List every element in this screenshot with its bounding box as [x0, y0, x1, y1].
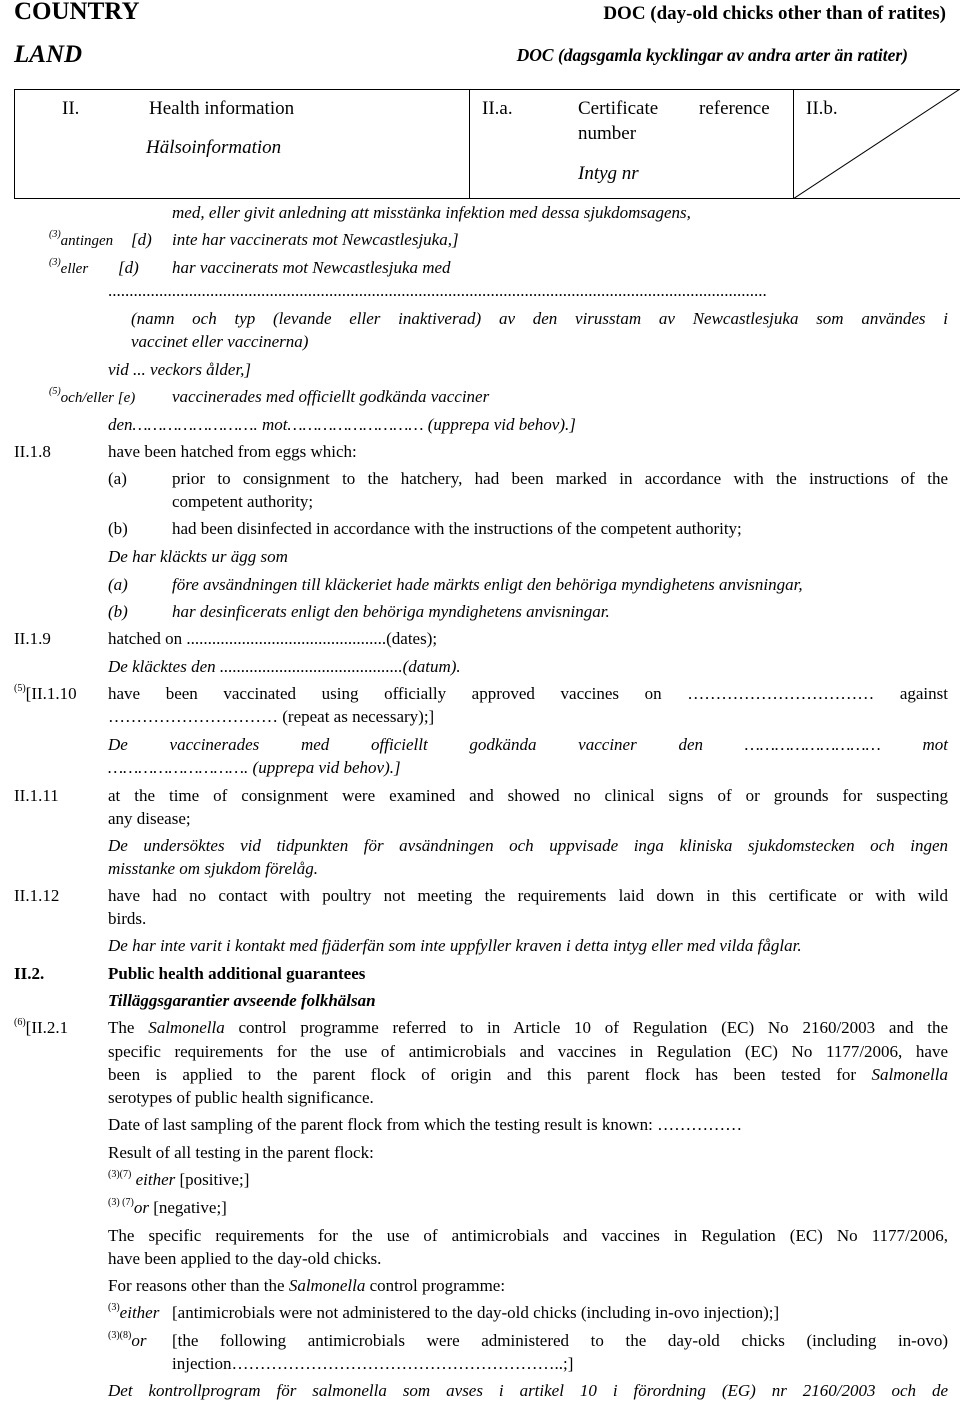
box-divider-1 [469, 89, 470, 199]
cert-section-number: II.a. [482, 98, 513, 119]
sv-och-eller-text: vaccinerades med officiellt godkända vacciner [172, 387, 490, 406]
doc-title-en: DOC (day-old chicks other than of ratites) [603, 3, 946, 24]
iib-label: II.b. [806, 98, 838, 119]
s118-sv: De har kläckts ur ägg som [108, 547, 288, 566]
s118-a-line-2: competent authority; [172, 492, 314, 511]
s1111-sv-2: misstanke om sjukdom förelåg. [108, 859, 318, 878]
s1110-line-2: ………………………… (repeat as necessary);] [108, 707, 435, 726]
s1111-line-1: at the time of consignment were examined and showed no clinical signs of or grounds for suspecting [108, 786, 948, 805]
sv-den-line: den……………………. mot……………………… (upprepa vid behov).] [108, 415, 576, 434]
country-label: COUNTRY [14, 0, 140, 25]
sv-eller-ref: [d) [118, 258, 139, 277]
s1111-sv-1: De undersöktes vid tidpunkten för avsändningen och uppvisade inga kliniska sjukdomstecken och ingen [108, 836, 948, 855]
section-number: II. [62, 98, 80, 119]
s118-sv-b-label: (b) [108, 602, 128, 621]
s119-sv: De kläcktes den ...........................................(datum). [108, 657, 461, 676]
s21-or2-label: $^{(3)(8)}$or [108, 1330, 147, 1350]
land-label: LAND [14, 41, 83, 68]
sv-antingen-text: inte har vaccinerats mot Newcastlesjuka,] [172, 230, 459, 249]
sv-antingen-ref: [d) [131, 230, 152, 249]
s1112-sv: De har inte varit i kontakt med fjäderfän som inte uppfyller kraven i detta intyg eller med vilda fåglar. [108, 936, 802, 955]
intyg-nr-label: Intyg nr [578, 163, 639, 184]
s21-last-sv-line: Det kontrollprogram för salmonella som avses i artikel 10 i förordning (EG) nr 2160/2003 och de [108, 1381, 948, 1400]
sv-namn-line-2: vaccinet eller vaccinerna) [131, 332, 309, 351]
s118-a-line-1: prior to consignment to the hatchery, had been marked in accordance with the instructions of the [172, 469, 948, 488]
s21-reasons-line: For reasons other than the Salmonella control programme: [108, 1276, 506, 1295]
s118-sv-a-text: före avsändningen till kläckeriet hade märkts enligt den behöriga myndighetens anvisningar, [172, 575, 803, 594]
s118-sv-a-label: (a) [108, 575, 128, 594]
sv-eller-row: $^{(3)}$eller [49, 257, 89, 277]
s21-spec-line-1: The specific requirements for the use of antimicrobials and vaccines in Regulation (EC) No 1177/2006, [108, 1226, 948, 1245]
cert-ref-word3: number [578, 123, 637, 144]
s119-number: II.1.9 [14, 629, 51, 648]
box-left-line [14, 89, 15, 199]
s21-or2-line-2: injection…………………………………………………..;] [172, 1354, 574, 1373]
s118-a-label: (a) [108, 469, 127, 488]
health-info-title-sv: Hälsoinformation [146, 137, 282, 158]
sv-eller-text: har vaccinerats mot Newcastlesjuka med [172, 258, 451, 277]
sv-namn-line-1: (namn och typ (levande eller inaktiverad) av den virusstam av Newcastlesjuka som användes i [131, 309, 948, 328]
s2-title-sv: Tilläggsgarantier avseende folkhälsan [108, 991, 376, 1010]
sv-dotted-line: ........................................................................................................................................................... [108, 285, 767, 297]
s2-number: II.2. [14, 964, 45, 983]
s118-text: have been hatched from eggs which: [108, 442, 357, 461]
sv-och-eller-row: $^{(5)}$och/eller [e) [49, 386, 136, 406]
s1112-line-1: have had no contact with poultry not meeting the requirements laid down in this certificate or with wild [108, 886, 948, 905]
s21-result-line: Result of all testing in the parent flock: [108, 1143, 374, 1162]
s21-spec-line-2: have been applied to the day-old chicks. [108, 1249, 382, 1268]
s1110-line-1: have been vaccinated using officially approved vaccines on …………………………… against [108, 684, 948, 703]
cert-ref-word1: Certificate [578, 98, 659, 119]
s118-sv-b-text: har desinficerats enligt den behöriga myndighetens anvisningar. [172, 602, 610, 621]
s119-text: hatched on ...............................................(dates); [108, 629, 438, 648]
s21-p1-line-2: specific requirements for the use of antimicrobials and vaccines in Regulation (EC) No 1177/2006, have [108, 1042, 948, 1061]
s21-either2-text: [antimicrobials were not administered to the day-old chicks (including in-ovo injection);] [172, 1303, 780, 1322]
s2-title: Public health additional guarantees [108, 964, 366, 983]
s21-either2-label: $^{(3)}$either [108, 1302, 160, 1322]
s21-p1-line-4: serotypes of public health significance. [108, 1088, 374, 1107]
s1111-line-2: any disease; [108, 809, 191, 828]
s21-date-line: Date of last sampling of the parent flock from which the testing result is known: …………… [108, 1115, 743, 1134]
s21-number: $^{(6)}$[II.2.1 [14, 1017, 69, 1037]
s1110-sv-1: De vaccinerades med officiellt godkända vacciner den ……………………… mot [108, 735, 948, 754]
s1112-number: II.1.12 [14, 886, 60, 905]
sv-vid-line: vid ... veckors ålder,] [108, 360, 252, 379]
s21-either-row: $^{(3)(7)}$ either [positive;] [108, 1169, 250, 1189]
s118-number: II.1.8 [14, 442, 51, 461]
s118-b-label: (b) [108, 519, 128, 538]
s21-or2-line-1: [the following antimicrobials were administered to the day-old chicks (including in-ovo) [172, 1331, 948, 1350]
s1112-line-2: birds. [108, 909, 147, 928]
s1110-sv-2: ………………………. (upprepa vid behov).] [108, 758, 401, 777]
s21-p1-line-3: been is applied to the parent flock of origin and this parent flock has been tested for Salmonella [108, 1065, 949, 1084]
doc-title-sv: DOC (dagsgamla kycklingar av andra arter än ratiter) [516, 45, 908, 65]
s118-b-text: had been disinfected in accordance with the instructions of the competent authority; [172, 519, 742, 538]
health-info-title: Health information [149, 98, 295, 119]
s1110-number: $^{(5)}$[II.1.10 [14, 683, 77, 703]
s21-p1-line-1: The Salmonella control programme referred to in Article 10 of Regulation (EC) No 2160/2003 and the [108, 1018, 949, 1037]
s21-or-row: $^{(3) (7)}$or [negative;] [108, 1197, 227, 1217]
cert-ref-word2: reference [699, 98, 770, 119]
sv-antingen-row: $^{(3)}$antingen [49, 229, 114, 249]
s1111-number: II.1.11 [14, 786, 59, 805]
sv-line-1: med, eller givit anledning att misstänka infektion med dessa sjukdomsagens, [172, 203, 691, 222]
